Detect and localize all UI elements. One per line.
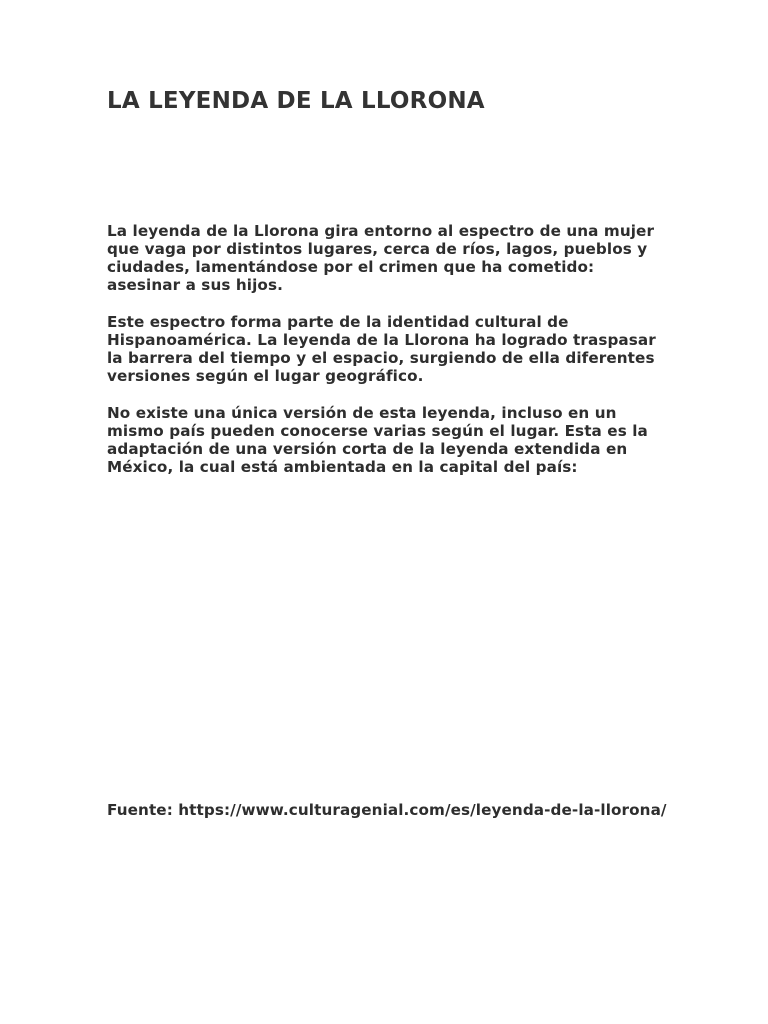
paragraph-intro: La leyenda de la Llorona gira entorno al espectro de una mujer que vaga por distintos lugares, cerca de ríos, lagos, pueblos y ciudades, lamentándose por el crimen que ha cometido: asesinar a sus hijos.	[107, 222, 655, 294]
source-citation: Fuente: https://www.culturagenial.com/es/leyenda-de-la-llorona/	[107, 801, 667, 819]
paragraph-versions: No existe una única versión de esta leyenda, incluso en un mismo país pueden conocerse varias según el lugar. Esta es la adaptación de una versión corta de la leyenda extendida en México, la cual está ambientada en la capital del país:	[107, 404, 648, 476]
page-title: LA LEYENDA DE LA LLORONA	[107, 88, 485, 114]
paragraph-identity: Este espectro forma parte de la identidad cultural de Hispanoamérica. La leyenda de la Llorona ha logrado traspasar la barrera del tiempo y el espacio, surgiendo de ella diferentes versiones según el lugar geográfico.	[107, 313, 656, 385]
document-body	[107, 222, 667, 495]
